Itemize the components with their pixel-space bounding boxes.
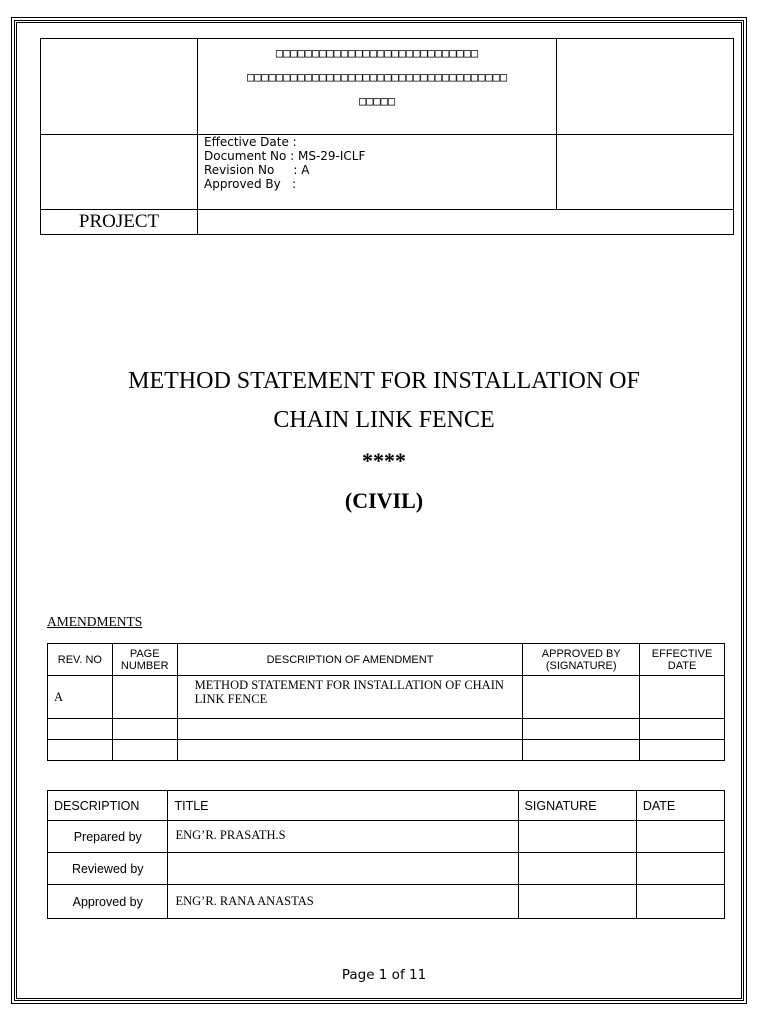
column-header: DATE: [636, 791, 724, 821]
empty-cell: [523, 719, 640, 740]
amendments-table: [47, 643, 725, 761]
column-header-line: DATE: [667, 659, 697, 672]
empty-cell: [112, 740, 177, 761]
empty-cell: [112, 719, 177, 740]
page-cell: [112, 676, 177, 719]
document-info-cell: [198, 135, 557, 210]
document-header-table: [40, 38, 734, 235]
signature-cell: [518, 821, 636, 853]
page-number: Page 1 of 11: [341, 967, 427, 983]
date-cell: [636, 821, 724, 853]
table-row: [48, 740, 725, 761]
document-title-line-2: CHAIN LINK FENCE: [273, 407, 495, 433]
description-cell: [177, 676, 523, 719]
document-title-line-1: METHOD STATEMENT FOR INSTALLATION OF: [128, 368, 640, 394]
client-logo-cell: [557, 39, 734, 135]
name-cell: ENG’R. RANA ANASTAS: [168, 885, 518, 919]
empty-cell: [640, 740, 725, 761]
empty-cell: [177, 719, 523, 740]
discipline-label: (CIVIL): [344, 488, 424, 513]
column-header-line: APPROVED BY: [541, 647, 621, 660]
column-header: DESCRIPTION OF AMENDMENT: [177, 644, 523, 676]
signature-cell: [518, 885, 636, 919]
company-name-line-1: □□□□□□□□□□□□□□□□□□□□□□□□□□□□: [275, 46, 479, 60]
amendments-heading: AMENDMENTS: [47, 614, 143, 629]
role-cell: Prepared by: [48, 821, 168, 853]
company-name-line-2: □□□□□□□□□□□□□□□□□□□□□□□□□□□□□□□□□□□□: [246, 70, 508, 84]
name-cell: [168, 853, 518, 885]
project-value-cell: [198, 210, 734, 235]
signoff-table: [47, 790, 725, 919]
table-row: [48, 821, 725, 853]
role-cell: Reviewed by: [48, 853, 168, 885]
approved-cell: [523, 676, 640, 719]
description-line: METHOD STATEMENT FOR INSTALLATION OF CHAIN: [194, 678, 504, 692]
role-cell: Approved by: [48, 885, 168, 919]
table-row: [48, 719, 725, 740]
column-header-line: NUMBER: [120, 659, 169, 672]
empty-cell: [523, 740, 640, 761]
effective-date: Effective Date :: [204, 135, 297, 149]
name-cell: ENG’R. PRASATH.S: [168, 821, 518, 853]
empty-cell: [640, 719, 725, 740]
company-name-line-3: □□□□□: [358, 94, 396, 108]
column-header: [640, 644, 725, 676]
description-line: LINK FENCE: [194, 692, 268, 706]
empty-cell: [48, 740, 113, 761]
column-header: SIGNATURE: [518, 791, 636, 821]
column-header: DESCRIPTION: [48, 791, 168, 821]
approved-by: Approved By :: [204, 177, 297, 191]
blank-cell: [41, 135, 198, 210]
column-header: TITLE: [168, 791, 518, 821]
title-stars: ****: [362, 448, 406, 473]
signature-cell: [518, 853, 636, 885]
blank-cell: [557, 135, 734, 210]
rev-cell: A: [48, 676, 113, 719]
empty-cell: [48, 719, 113, 740]
empty-cell: [177, 740, 523, 761]
project-label: PROJECT: [41, 210, 198, 235]
date-cell: [636, 885, 724, 919]
column-header-line: (SIGNATURE): [545, 659, 617, 672]
table-row: [48, 853, 725, 885]
date-cell: [636, 853, 724, 885]
column-header: [523, 644, 640, 676]
date-cell: [640, 676, 725, 719]
company-name-cell: [198, 39, 557, 135]
column-header: [112, 644, 177, 676]
revision-number: Revision No : A: [204, 163, 310, 177]
document-number: Document No : MS-29-ICLF: [204, 149, 366, 163]
column-header-line: PAGE: [129, 647, 160, 660]
table-row: [48, 676, 725, 719]
column-header: REV. NO: [48, 644, 113, 676]
logo-cell: [41, 39, 198, 135]
table-row: [48, 885, 725, 919]
column-header-line: EFFECTIVE: [651, 647, 713, 660]
